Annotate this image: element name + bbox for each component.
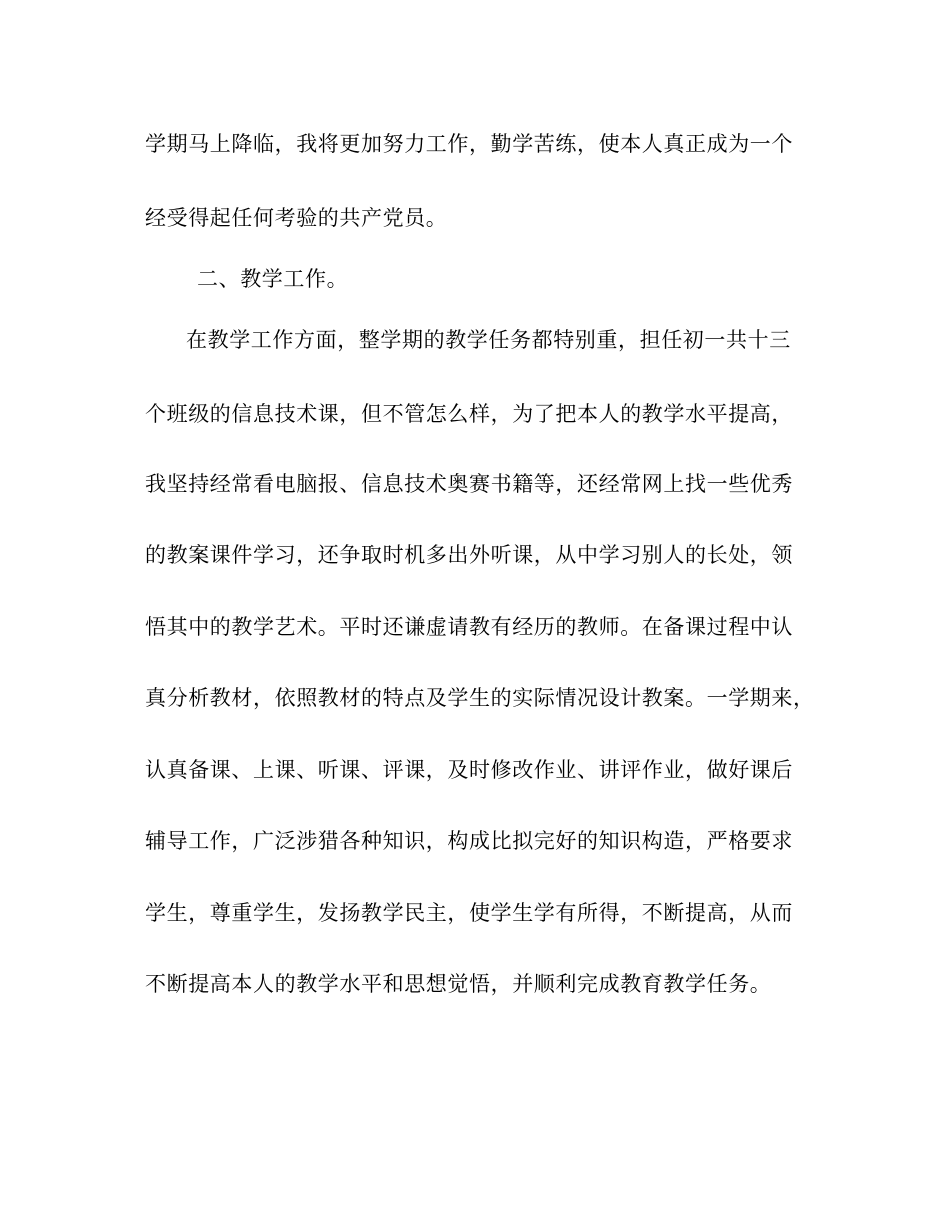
paragraph-line: 我坚持经常看电脑报、信息技术奥赛书籍等，还经常网上找一些优秀 <box>145 472 793 496</box>
paragraph-line: 学生，尊重学生，发扬教学民主，使学生学有所得，不断提高，从而 <box>145 901 793 925</box>
paragraph-line: 的教案课件学习，还争取时机多出外听课，从中学习别人的长处，领 <box>145 543 793 567</box>
paragraph-line: 辅导工作，广泛涉猎各种知识，构成比拟完好的知识构造，严格要求 <box>145 829 793 853</box>
paragraph-line: 悟其中的教学艺术。平时还谦虚请教有经历的教师。在备课过程中认 <box>145 615 793 639</box>
paragraph-line: 学期马上降临，我将更加努力工作，勤学苦练，使本人真正成为一个 <box>145 132 793 156</box>
section-heading: 二、教学工作。 <box>197 267 349 291</box>
paragraph-line: 个班级的信息技术课，但不管怎么样，为了把本人的教学水平提高， <box>145 402 793 426</box>
paragraph-line: 不断提高本人的教学水平和思想觉悟，并顺利完成教育教学任务。 <box>145 972 772 996</box>
paragraph-line: 经受得起任何考验的共产党员。 <box>145 206 448 230</box>
paragraph-line: 认真备课、上课、听课、评课，及时修改作业、讲评作业，做好课后 <box>145 758 793 782</box>
paragraph-line: 在教学工作方面，整学期的教学任务都特别重，担任初一共十三 <box>186 328 791 352</box>
paragraph-line: 真分析教材，依照教材的特点及学生的实际情况设计教案。一学期来， <box>145 686 815 710</box>
